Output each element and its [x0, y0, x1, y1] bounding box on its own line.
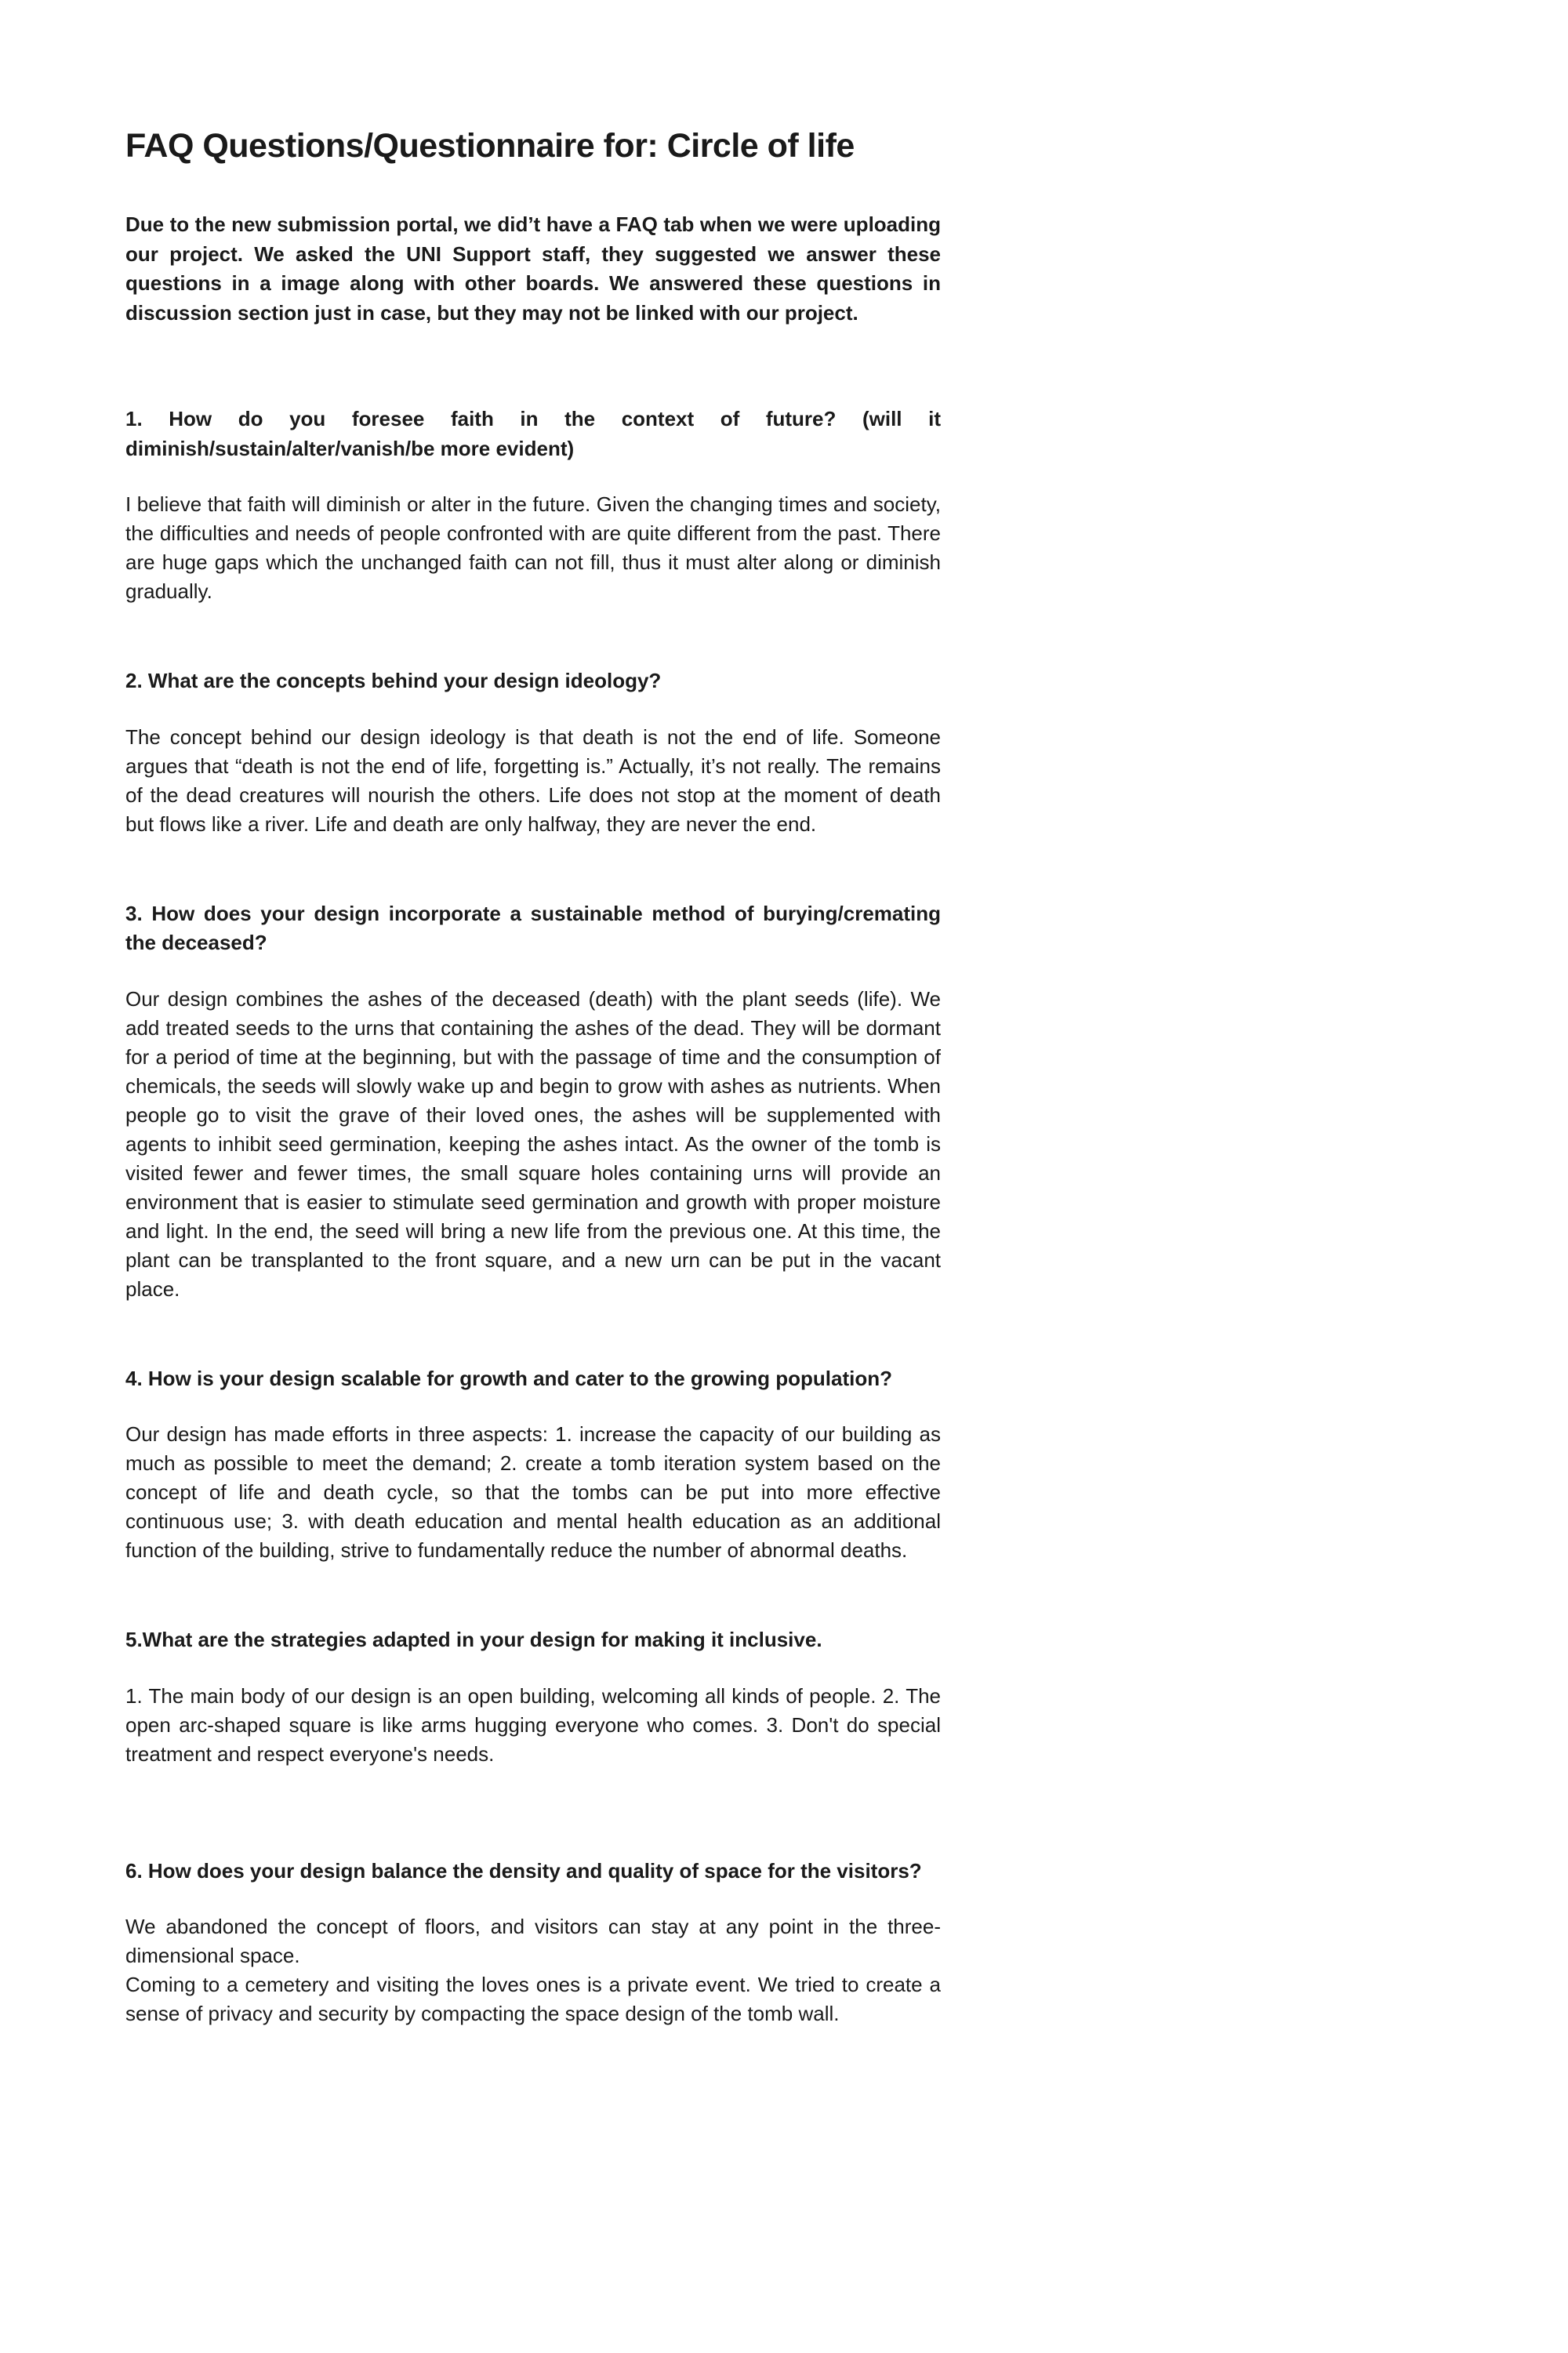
faq-question: 2. What are the concepts behind your design ideology? — [125, 669, 662, 692]
intro-paragraph — [125, 210, 941, 328]
faq-answer — [125, 723, 941, 839]
intro-text: Due to the new submission portal, we did’t have a FAQ tab when we were uploading our project. We asked the UNI Support staff, they suggested we answer these questions in a image along with other boards. We answered these questions in discussion section just in case, but they may not be linked with our project. — [125, 212, 941, 325]
faq-answer — [125, 1420, 941, 1565]
faq-answer — [125, 490, 941, 606]
faq-item-4 — [125, 1364, 941, 1566]
faq-answer-paragraph: Coming to a cemetery and visiting the loves ones is a private event. We tried to create a sense of privacy and security by compacting the space design of the tomb wall. — [125, 1973, 941, 2025]
faq-answer-paragraph: I believe that faith will diminish or alter in the future. Given the changing times and society, the difficulties and needs of people confronted with are quite different from the past. There are huge gaps which the unchanged faith can not fill, thus it must alter along or diminish gradually. — [125, 492, 941, 603]
faq-question: 3. How does your design incorporate a sustainable method of burying/cremating the deceased? — [125, 901, 941, 954]
faq-answer-paragraph: Our design combines the ashes of the deceased (death) with the plant seeds (life). We add treated seeds to the urns that containing the ashes of the dead. They will be dormant for a period of time at the beginning, but with the passage of time and the consumption of chemicals, the seeds will slowly wake up and begin to grow with ashes as nutrients. When people go to visit the grave of their loved ones, the ashes will be supplemented with agents to inhibit seed germination, keeping the ashes intact. As the owner of the tomb is visited fewer and fewer times, the small square holes containing urns will provide an environment that is easier to stimulate seed germination and growth with proper moisture and light. In the end, the seed will bring a new life from the previous one. At this time, the plant can be transplanted to the front square, and a new urn can be put in the vacant place. — [125, 986, 941, 1301]
document-page — [125, 124, 941, 2089]
faq-question: 5.What are the strategies adapted in your design for making it inclusive. — [125, 1628, 822, 1651]
faq-list — [125, 405, 941, 2028]
faq-question: 1. How do you foresee faith in the context of future? (will it diminish/sustain/alter/vanish/be more evident) — [125, 407, 941, 460]
faq-question: 6. How does your design balance the density and quality of space for the visitors? — [125, 1858, 922, 1883]
faq-answer — [125, 985, 941, 1304]
faq-answer-paragraph: We abandoned the concept of floors, and visitors can stay at any point in the three-dimensional space. — [125, 1915, 941, 1967]
faq-answer — [125, 1912, 941, 2028]
faq-item-2 — [125, 666, 941, 839]
faq-answer-paragraph: The concept behind our design ideology is that death is not the end of life. Someone argues that “death is not the end of life, forgetting is.” Actually, it’s not really. The remains of the dead creatures will nourish the others. Life does not stop at the moment of death but flows like a river. Life and death are only halfway, they are never the end. — [125, 724, 941, 836]
faq-answer-paragraph: 1. The main body of our design is an open building, welcoming all kinds of people. 2. The open arc-shaped square is like arms hugging everyone who comes. 3. Don't do special treatment and respect everyone's needs. — [125, 1683, 941, 1766]
faq-answer-paragraph: Our design has made efforts in three aspects: 1. increase the capacity of our building as much as possible to meet the demand; 2. create a tomb iteration system based on the concept of life and death cycle, so that the tombs can be put into more effective continuous use; 3. with death education and mental health education as an additional function of the building, strive to fundamentally reduce the number of abnormal deaths. — [125, 1422, 941, 1562]
faq-item-1 — [125, 405, 941, 606]
document-title: FAQ Questions/Questionnaire for: Circle of life — [125, 127, 855, 165]
faq-item-6 — [125, 1857, 941, 2029]
faq-item-3 — [125, 899, 941, 1304]
faq-question: 4. How is your design scalable for growth and cater to the growing population? — [125, 1366, 892, 1390]
faq-answer — [125, 1682, 941, 1769]
faq-item-5 — [125, 1625, 941, 1769]
